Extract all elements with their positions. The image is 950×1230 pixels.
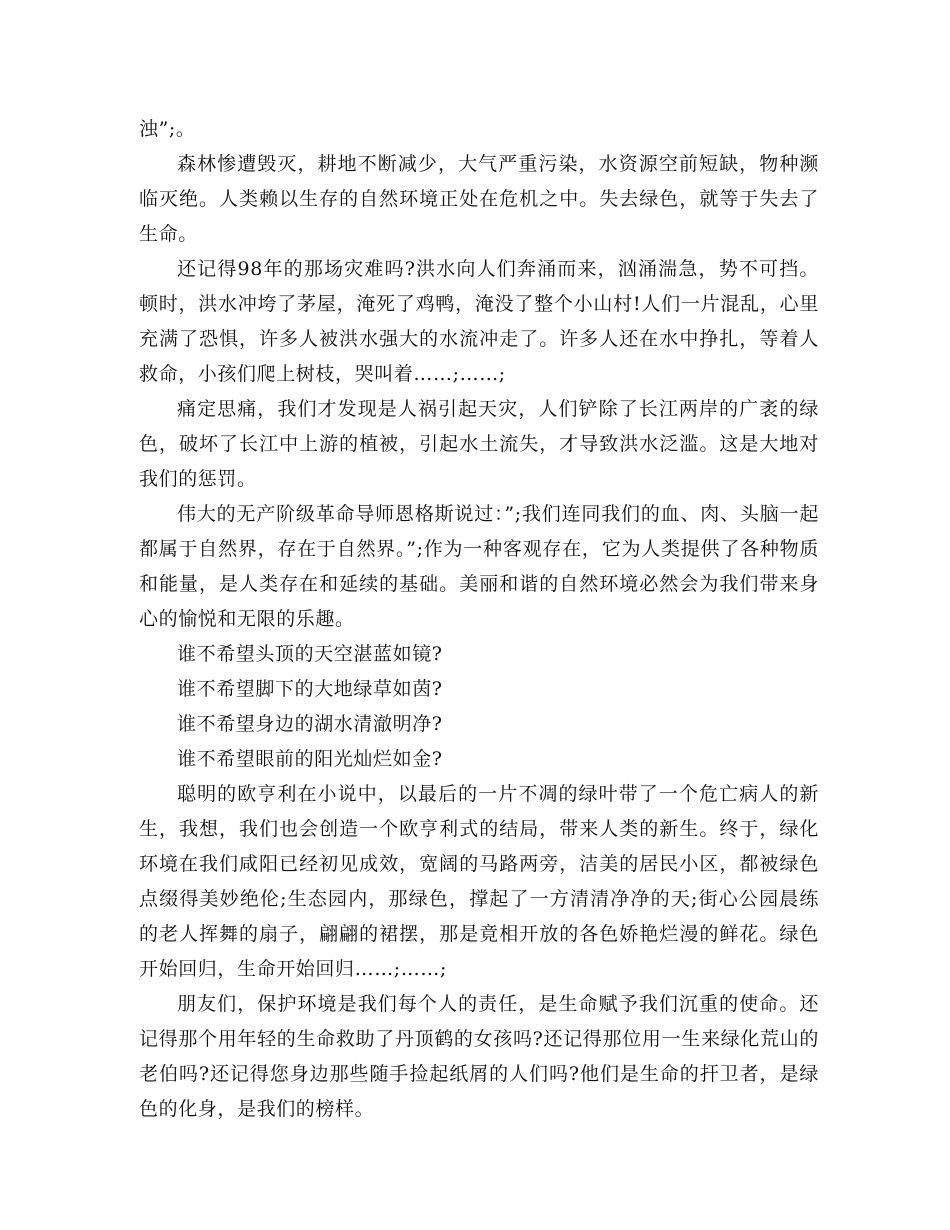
paragraph-flood-memory: 还记得98年的那场灾难吗?洪水向人们奔涌而来，汹涌湍急，势不可挡。顿时，洪水冲垮了茅屋，淹死了鸡鸭，淹没了整个小山村!人们一片混乱，心里充满了恐惧，许多人被洪水强大的水流冲走了。许多人还在水中挣扎，等着人救命，小孩们爬上树枝，哭叫着……;……;	[139, 258, 819, 385]
paragraph-question-lake: 谁不希望身边的湖水清澈明净?	[177, 713, 443, 735]
document-body	[139, 112, 819, 1127]
paragraph-forest-crisis: 森林惨遭毁灭，耕地不断减少，大气严重污染，水资源空前短缺，物种濒临灭绝。人类赖以生存的自然环境正处在危机之中。失去绿色，就等于失去了生命。	[139, 153, 819, 245]
paragraph-question-grass: 谁不希望脚下的大地绿草如茵?	[177, 678, 443, 700]
paragraph-reflection: 痛定思痛，我们才发现是人祸引起天灾，人们铲除了长江两岸的广袤的绿色，破坏了长江中上游的植被，引起水土流失，才导致洪水泛滥。这是大地对我们的惩罚。	[139, 398, 819, 490]
paragraph-call-to-action: 朋友们，保护环境是我们每个人的责任，是生命赋予我们沉重的使命。还记得那个用年轻的生命救助了丹顶鹤的女孩吗?还记得那位用一生来绿化荒山的老伯吗?还记得您身边那些随手捡起纸屑的人们吗?他们是生命的扞卫者，是绿色的化身，是我们的榜样。	[139, 993, 819, 1120]
paragraph-o-henry: 聪明的欧亨利在小说中，以最后的一片不凋的绿叶带了一个危亡病人的新生，我想，我们也会创造一个欧亨利式的结局，带来人类的新生。终于，绿化环境在我们咸阳已经初见成效，宽阔的马路两旁，洁美的居民小区，都被绿色点缀得美妙绝伦;生态园内，那绿色，撑起了一方清清净净的天;街心公园晨练的老人挥舞的扇子，翩翩的裙摆，那是竟相开放的各色娇艳烂漫的鲜花。绿色开始回归，生命开始回归……;……;	[139, 783, 819, 980]
paragraph-question-sky: 谁不希望头顶的天空湛蓝如镜?	[177, 643, 443, 665]
paragraph-engels-quote: 伟大的无产阶级革命导师恩格斯说过：”;我们连同我们的血、肉、头脑一起都属于自然界，存在于自然界。”;作为一种客观存在，它为人类提供了各种物质和能量，是人类存在和延续的基础。美丽和谐的自然环境必然会为我们带来身心的愉悦和无限的乐趣。	[139, 503, 819, 630]
paragraph-continuation: 浊”;。	[139, 118, 196, 140]
paragraph-question-sun: 谁不希望眼前的阳光灿烂如金?	[177, 748, 443, 770]
